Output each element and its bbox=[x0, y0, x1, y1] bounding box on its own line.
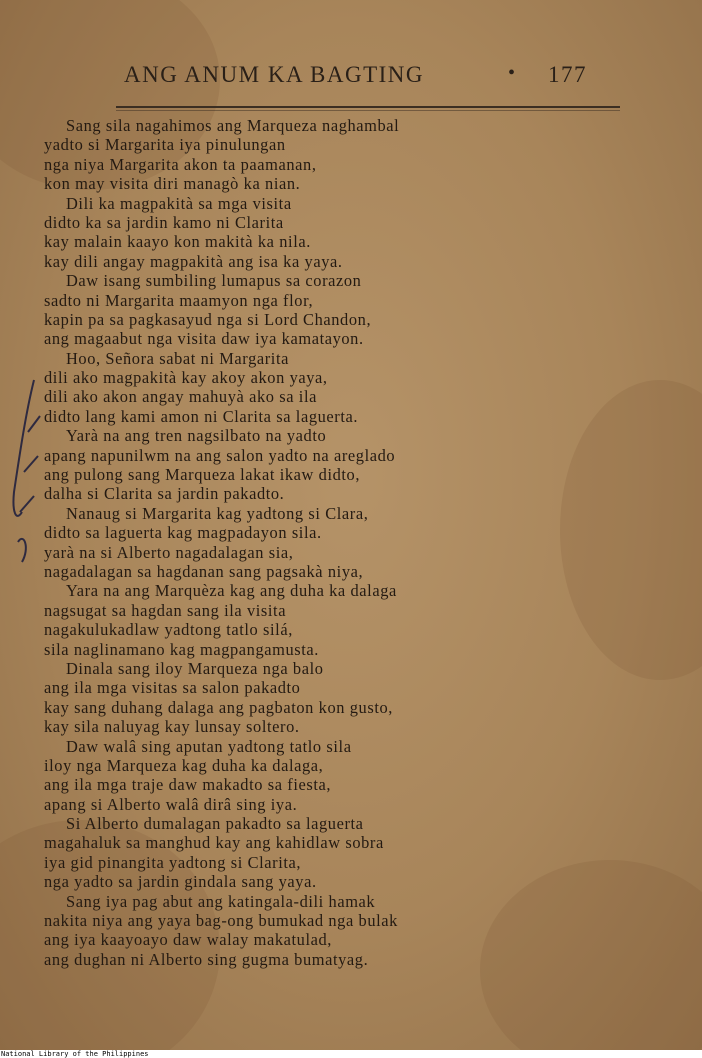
verse-line: ang iya kaayoayo daw walay makatulad, bbox=[44, 930, 332, 950]
stanza bbox=[44, 504, 584, 582]
verse-line: dili ako akon angay mahuyà ako sa ila bbox=[44, 387, 317, 407]
verse-line: kay sang duhang dalaga ang pagbaton kon gusto, bbox=[44, 697, 393, 717]
verse-line: apang si Alberto walâ dirâ sing iya. bbox=[44, 794, 298, 814]
verse-line: ang ila mga traje daw makadto sa fiesta, bbox=[44, 775, 332, 795]
verse-line: kay malain kaayo kon makità ka nila. bbox=[44, 232, 311, 252]
page-number: 177 bbox=[548, 62, 587, 87]
verse-line: nagsugat sa hagdan sang ila visita bbox=[44, 600, 287, 620]
verse-line: sila naglinamano kag magpangamusta. bbox=[44, 639, 319, 659]
verse-line: nagakulukadlaw yadtong tatlo silá, bbox=[44, 620, 293, 640]
stanza bbox=[44, 271, 584, 349]
verse-line: nga yadto sa jardin gindala sang yaya. bbox=[44, 872, 317, 892]
stanza bbox=[44, 659, 584, 737]
verse-line: ang ila mga visitas sa salon pakadto bbox=[44, 678, 301, 698]
verse-line: nakita niya ang yaya bag-ong bumukad nga bulak bbox=[44, 911, 398, 931]
verse-line: kon may visita diri managò ka nian. bbox=[44, 174, 301, 194]
verse-line: ang dughan ni Alberto sing gugma bumatyag. bbox=[44, 949, 369, 969]
verse-line: Daw walâ sing aputan yadtong tatlo sila bbox=[66, 736, 352, 756]
verse-line: yadto si Margarita iya pinulungan bbox=[44, 135, 286, 155]
verse-line: kay sila naluyag kay lunsay soltero. bbox=[44, 717, 300, 737]
verse-line: Nanaug si Margarita kag yadtong si Clara, bbox=[66, 503, 369, 523]
verse-line: ang magaabut nga visita daw iya kamatayon. bbox=[44, 329, 364, 349]
stanza bbox=[44, 426, 584, 504]
poem-body bbox=[44, 116, 584, 969]
verse-line: magahaluk sa manghud kay ang kahidlaw sobra bbox=[44, 833, 384, 853]
verse-line: apang napunilwm na ang salon yadto na areglado bbox=[44, 445, 396, 465]
verse-line: Sang sila nagahimos ang Marqueza naghambal bbox=[66, 116, 400, 135]
handwritten-margin-mark bbox=[4, 372, 46, 572]
verse-line: Yarà na ang tren nagsilbato na yadto bbox=[66, 426, 327, 446]
verse-line: nga niya Margarita akon ta paamanan, bbox=[44, 154, 317, 174]
running-header bbox=[120, 62, 620, 94]
verse-line: Sang iya pag abut ang katingala-dili hamak bbox=[66, 891, 376, 911]
header-bullet: • bbox=[508, 62, 517, 84]
library-credit: National Library of the Philippines bbox=[0, 1050, 702, 1058]
verse-line: ang pulong sang Marqueza lakat ikaw didto, bbox=[44, 465, 361, 485]
verse-line: dili ako magpakità kay akoy akon yaya, bbox=[44, 368, 328, 388]
verse-line: Dili ka magpakità sa mga visita bbox=[66, 193, 292, 213]
verse-line: Yara na ang Marquèza kag ang duha ka dalaga bbox=[66, 581, 397, 601]
verse-line: iya gid pinangita yadtong si Clarita, bbox=[44, 852, 302, 872]
stanza bbox=[44, 814, 584, 892]
verse-line: didto ka sa jardin kamo ni Clarita bbox=[44, 212, 284, 232]
stanza bbox=[44, 194, 584, 272]
stanza bbox=[44, 116, 584, 194]
stanza bbox=[44, 349, 584, 427]
header-rule-thin bbox=[116, 110, 620, 111]
verse-line: Dinala sang iloy Marqueza nga balo bbox=[66, 658, 324, 678]
verse-line: kay dili angay magpakità ang isa ka yaya. bbox=[44, 251, 343, 271]
verse-line: sadto ni Margarita maamyon nga flor, bbox=[44, 290, 314, 310]
verse-line: Daw isang sumbiling lumapus sa corazon bbox=[66, 271, 362, 291]
verse-line: nagadalagan sa hagdanan sang pagsakà niya, bbox=[44, 561, 364, 581]
verse-line: didto lang kami amon ni Clarita sa laguerta. bbox=[44, 406, 359, 426]
header-rule bbox=[116, 106, 620, 108]
verse-line: Hoo, Señora sabat ni Margarita bbox=[66, 348, 289, 368]
verse-line: yarà na si Alberto nagadalagan sia, bbox=[44, 542, 294, 562]
verse-line: Si Alberto dumalagan pakadto sa laguerta bbox=[66, 814, 364, 834]
verse-line: kapin pa sa pagkasayud nga si Lord Chandon, bbox=[44, 309, 372, 329]
chapter-title: ANG ANUM KA BAGTING bbox=[124, 62, 425, 87]
verse-line: iloy nga Marqueza kag duha ka dalaga, bbox=[44, 755, 324, 775]
verse-line: didto sa laguerta kag magpadayon sila. bbox=[44, 523, 322, 543]
stanza bbox=[44, 892, 584, 970]
verse-line: dalha si Clarita sa jardin pakadto. bbox=[44, 484, 285, 504]
stanza bbox=[44, 737, 584, 815]
stanza bbox=[44, 581, 584, 659]
